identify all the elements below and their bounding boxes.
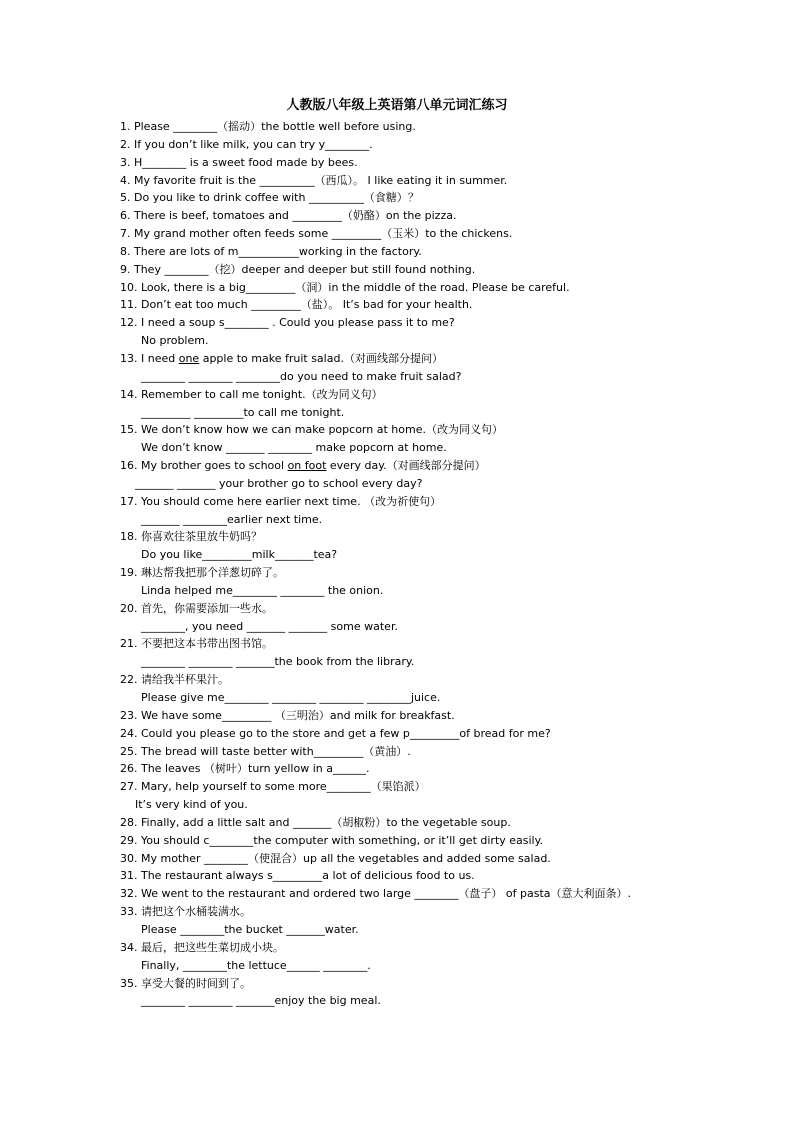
exercise-line <box>120 118 680 136</box>
exercise-line <box>120 189 680 207</box>
line-text: ________, you need _______ _______ some water. <box>141 619 398 633</box>
line-text: 22. 请给我半杯果汁。 <box>120 673 229 687</box>
exercise-line <box>120 296 680 314</box>
line-text: 10. Look, there is a big_________（洞）in the middle of the road. Please be careful. <box>120 280 570 294</box>
exercise-line <box>120 975 680 993</box>
line-text: 35. 享受大餐的时间到了。 <box>120 976 251 990</box>
exercise-line <box>120 546 680 564</box>
line-text: Please give me________ ________ ________ ________juice. <box>141 691 441 704</box>
exercise-line <box>120 136 680 154</box>
line-text: ________ ________ ________do you need to make fruit salad? <box>141 369 462 383</box>
exercise-line <box>120 939 680 957</box>
underlined-text: one <box>178 351 200 365</box>
exercise-line <box>120 725 680 743</box>
line-text: Finally, ________the lettuce______ ________. <box>141 958 371 972</box>
exercise-line <box>120 261 680 279</box>
exercise-line <box>120 653 680 671</box>
line-text: 30. My mother ________（使混合）up all the vegetables and added some salad. <box>120 851 551 865</box>
line-text: 12. I need a soup s________ . Could you please pass it to me? <box>120 316 455 330</box>
exercise-list <box>120 118 680 1010</box>
line-text: 23. We have some_________ （三明治）and milk for breakfast. <box>120 708 455 722</box>
line-text: 11. Don’t eat too much _________（盐）。 It’s bad for your health. <box>120 298 473 312</box>
exercise-line <box>120 778 680 796</box>
exercise-line <box>120 207 680 225</box>
line-text: 9. They ________（挖）deeper and deeper but still found nothing. <box>120 262 476 276</box>
line-text: 34. 最后，把这些生菜切成小块。 <box>120 940 284 954</box>
line-text: 8. There are lots of m___________working in the factory. <box>120 244 422 258</box>
exercise-line <box>120 350 680 368</box>
line-text: 15. We don’t know how we can make popcorn at home.（改为同义句） <box>120 423 503 437</box>
exercise-line <box>120 386 680 404</box>
exercise-line <box>120 600 680 618</box>
exercise-line <box>120 243 680 261</box>
exercise-line <box>120 154 680 172</box>
exercise-line <box>120 743 680 761</box>
exercise-line <box>120 439 680 457</box>
line-text: 7. My grand mother often feeds some _________（玉米）to the chickens. <box>120 227 513 241</box>
line-text: _________ _________to call me tonight. <box>141 405 345 419</box>
exercise-line <box>120 511 680 529</box>
line-text: 6. There is beef, tomatoes and _________（奶酪）on the pizza. <box>120 209 457 223</box>
line-text: 26. The leaves （树叶）turn yellow in a______. <box>120 762 370 776</box>
exercise-line <box>120 404 680 422</box>
line-text: 31. The restaurant always s_________a lot of delicious food to us. <box>120 869 475 883</box>
line-text: 29. You should c________the computer with something, or it’ll get dirty easily. <box>120 833 544 847</box>
exercise-line <box>120 957 680 975</box>
exercise-line <box>120 225 680 243</box>
line-text: No problem. <box>141 334 209 348</box>
line-text: 19. 琳达帮我把那个洋葱切碎了。 <box>120 566 284 580</box>
line-text: 27. Mary, help yourself to some more________（果馅派） <box>120 780 426 794</box>
exercise-line <box>120 760 680 778</box>
exercise-line <box>120 457 680 475</box>
line-text: 14. Remember to call me tonight.（改为同义句） <box>120 387 383 401</box>
line-text: 32. We went to the restaurant and ordered two large ________（盘子） of pasta（意大利面条）. <box>120 887 632 901</box>
line-text: It’s very kind of you. <box>135 798 248 812</box>
line-text: 25. The bread will taste better with_________（黄油）. <box>120 744 411 758</box>
exercise-line <box>120 832 680 850</box>
line-text: 5. Do you like to drink coffee with __________（食糖）？ <box>120 191 419 205</box>
line-text: 33. 请把这个水桶装满水。 <box>120 905 251 919</box>
exercise-line <box>120 671 680 689</box>
exercise-line <box>120 172 680 190</box>
exercise-line <box>120 279 680 297</box>
line-text: 24. Could you please go to the store and get a few p_________of bread for me? <box>120 726 551 740</box>
line-text: 16. My brother goes to school <box>120 459 288 473</box>
line-text: 3. H________ is a sweet food made by bees. <box>120 155 358 169</box>
exercise-line <box>120 493 680 511</box>
exercise-line <box>120 992 680 1010</box>
line-text: every day.（对画线部分提问） <box>326 459 486 473</box>
line-text: We don’t know _______ ________ make popcorn at home. <box>141 441 447 455</box>
exercise-line <box>120 475 680 493</box>
line-text: apple to make fruit salad.（对画线部分提问） <box>199 351 443 365</box>
exercise-line <box>120 314 680 332</box>
exercise-line <box>120 618 680 636</box>
exercise-line <box>120 885 680 903</box>
line-text: ________ ________ _______enjoy the big meal. <box>141 994 381 1008</box>
line-text: 20. 首先，你需要添加一些水。 <box>120 601 273 615</box>
line-text: 17. You should come here earlier next time. （改为祈使句） <box>120 494 442 508</box>
exercise-line <box>120 332 680 350</box>
line-text: Do you like_________milk_______tea? <box>141 548 338 562</box>
underlined-text: on foot <box>287 459 327 473</box>
line-text: Linda helped me________ ________ the onion. <box>141 583 384 597</box>
line-text: ________ ________ _______the book from the library. <box>141 655 415 669</box>
exercise-line <box>120 635 680 653</box>
line-text: 18. 你喜欢往茶里放牛奶吗？ <box>120 530 262 544</box>
line-text: 21. 不要把这本书带出图书馆。 <box>120 637 273 651</box>
exercise-line <box>120 867 680 885</box>
exercise-line <box>120 421 680 439</box>
line-text: _______ _______ your brother go to school every day? <box>135 476 423 490</box>
exercise-line <box>120 528 680 546</box>
exercise-line <box>120 564 680 582</box>
exercise-line <box>120 368 680 386</box>
line-text: 28. Finally, add a little salt and _______（胡椒粉）to the vegetable soup. <box>120 815 511 829</box>
page-title: 人教版八年级上英语第八单元词汇练习 <box>286 98 508 113</box>
exercise-line <box>120 582 680 600</box>
exercise-line <box>120 796 680 814</box>
exercise-line <box>120 903 680 921</box>
exercise-line <box>120 689 680 707</box>
line-text: 4. My favorite fruit is the __________（西瓜）。 I like eating it in summer. <box>120 173 508 187</box>
exercise-line <box>120 707 680 725</box>
exercise-line <box>120 921 680 939</box>
line-text: 2. If you don’t like milk, you can try y________. <box>120 137 373 151</box>
exercise-line <box>120 850 680 868</box>
line-text: Please ________the bucket _______water. <box>141 922 359 936</box>
line-text: 1. Please ________（摇动）the bottle well before using. <box>120 120 416 133</box>
exercise-line <box>120 814 680 832</box>
line-text: _______ ________earlier next time. <box>141 512 323 526</box>
line-text: 13. I need <box>120 351 179 365</box>
